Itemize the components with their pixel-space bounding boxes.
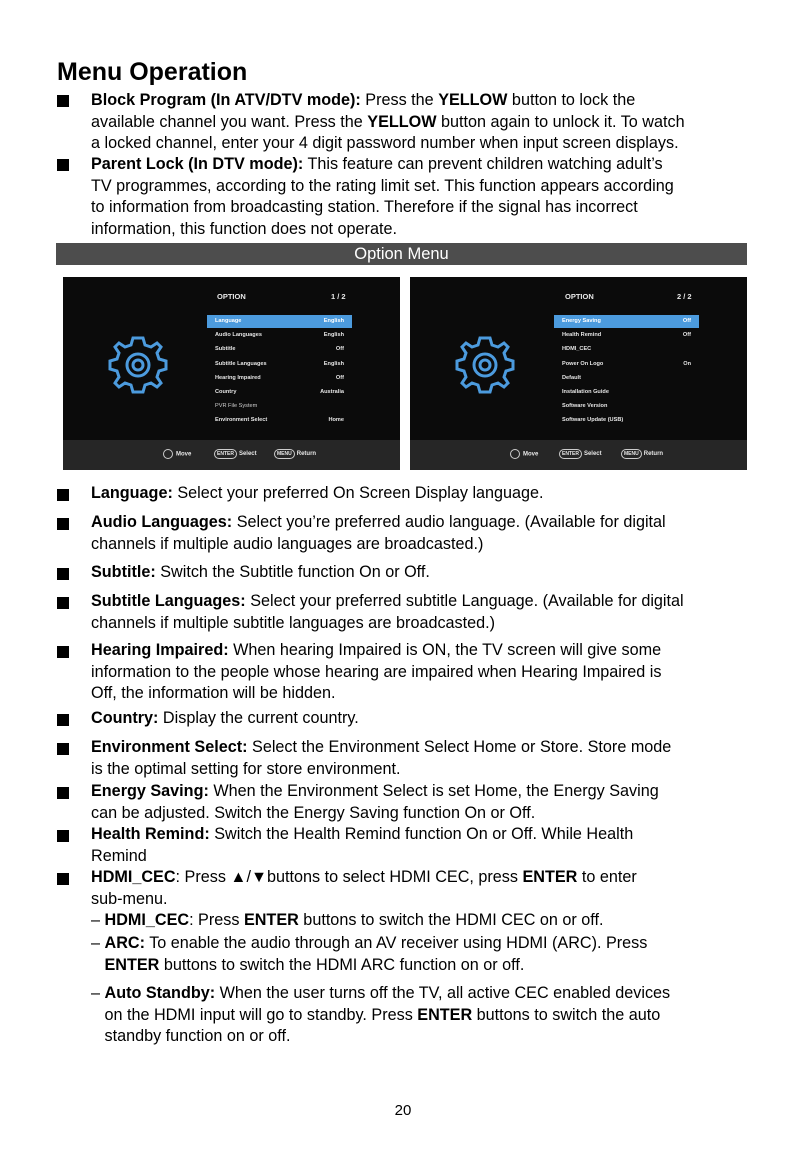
text-segment: to enter [577, 868, 637, 886]
bullet-square [57, 518, 69, 530]
text-line [91, 613, 495, 635]
menu-item-value: Home [328, 417, 344, 424]
text-segment: on the HDMI input will go to standby. Press [91, 1005, 418, 1024]
text-segment: Block Program (In ATV/DTV mode): [91, 91, 361, 109]
menu-item-value: English [323, 318, 344, 324]
text-segment: When the user turns off the TV, all active CEC enabled devices [215, 984, 671, 1002]
text-segment: Display the current country. [158, 709, 359, 727]
text-line [91, 983, 670, 1005]
menu-item[interactable] [554, 400, 699, 413]
text-segment: sub-menu. [91, 889, 168, 908]
menu-item-value: Australia [320, 389, 344, 395]
text-segment: Audio Languages: [91, 513, 233, 531]
menu-item-value: On [683, 360, 691, 367]
text-segment: a locked channel, enter your 4 digit password number when input screen displays. [91, 134, 679, 152]
bullet-square [57, 489, 69, 501]
text-segment: To enable the audio through an AV receiver using HDMI (ARC). Press [144, 934, 648, 952]
text-segment: buttons to switch the HDMI ARC function on or off. [159, 955, 525, 974]
text-line [91, 759, 401, 781]
text-segment: When the Environment Select is set Home, the Energy Saving [208, 782, 659, 800]
text-segment: : Press [189, 911, 244, 929]
bullet-square [57, 95, 69, 107]
menu-item-label: Installation Guide [562, 389, 609, 395]
enter-key-icon: ENTER [214, 449, 237, 459]
text-segment: ▲ [230, 868, 247, 886]
text-segment: Subtitle Languages: [91, 592, 246, 610]
text-segment: button to lock the [507, 91, 636, 109]
option-menu-banner: Option Menu [56, 243, 747, 265]
text-segment: Auto Standby: [104, 984, 216, 1002]
text-segment: ▼ [250, 868, 267, 886]
text-line [91, 889, 167, 911]
text-segment: Select your preferred subtitle Language. (Available for digital [245, 592, 684, 610]
menu-item-label: Audio Languages [215, 332, 262, 339]
text-segment: Select your preferred On Screen Display language. [172, 484, 544, 502]
text-line [91, 133, 679, 155]
text-segment: Hearing Impaired: [91, 641, 229, 659]
move-hint: Move [510, 449, 538, 459]
menu-item[interactable] [554, 386, 699, 399]
option-screen-page-1 [63, 277, 400, 470]
text-line [91, 781, 659, 803]
text-line [91, 867, 637, 889]
text-segment: YELLOW [438, 91, 508, 109]
text-line [91, 955, 524, 977]
text-segment: Switch the Health Remind function On or Off. While Health [209, 825, 634, 843]
text-line [91, 662, 661, 684]
text-segment: Press the [360, 91, 439, 109]
menu-item-value: Off [335, 346, 344, 353]
bullet-square [57, 714, 69, 726]
menu-item-label: Software Version [562, 403, 608, 410]
text-line [91, 112, 685, 134]
text-line [91, 737, 671, 759]
menu-item-value: Off [335, 374, 344, 381]
menu-item[interactable] [554, 414, 699, 427]
text-segment: Environment Select: [91, 738, 248, 756]
text-segment: ENTER [522, 868, 578, 886]
text-segment: buttons to select HDMI CEC, press [266, 868, 523, 886]
text-segment: Country: [91, 709, 159, 727]
bullet-square [57, 568, 69, 580]
text-segment: – [91, 934, 105, 952]
text-line [91, 562, 430, 584]
return-hint: MENU Return [621, 449, 663, 459]
menu-item[interactable] [554, 358, 699, 371]
text-segment: Off, the information will be hidden. [91, 684, 336, 702]
select-hint: ENTER Select [559, 449, 602, 459]
menu-item-value: English [323, 332, 344, 339]
text-line [91, 512, 666, 534]
bullet-square [57, 787, 69, 799]
text-segment: Select the Environment Select Home or Store. Store mode [247, 738, 672, 756]
text-line [91, 197, 638, 219]
menu-item[interactable] [207, 400, 352, 413]
text-segment: – [91, 911, 105, 929]
text-segment: to information from broadcasting station. Therefore if the signal has incorrect [91, 198, 638, 216]
text-segment: TV programmes, according to the rating limit set. This function appears according [91, 176, 674, 195]
text-line [91, 176, 674, 198]
bullet-square [57, 646, 69, 658]
bullet-square [57, 873, 69, 885]
menu-item-label: HDMI_CEC [562, 346, 592, 353]
menu-page-indicator: 1 / 2 [331, 292, 346, 301]
move-icon [510, 449, 520, 459]
bullet-square [57, 597, 69, 609]
menu-item-label: Health Remind [562, 332, 602, 339]
menu-item[interactable] [207, 414, 352, 427]
text-line [91, 534, 483, 556]
menu-item[interactable] [554, 315, 699, 328]
text-segment: Remind [91, 846, 147, 865]
text-line [91, 90, 635, 112]
page-number: 20 [394, 1102, 412, 1119]
menu-item[interactable] [207, 315, 352, 328]
text-segment: Parent Lock (In DTV mode): [91, 155, 304, 173]
menu-item[interactable] [554, 329, 699, 342]
text-segment: – [91, 984, 105, 1002]
return-hint: MENU Return [274, 449, 316, 459]
menu-item-label: Energy Saving [562, 318, 601, 324]
text-segment: Language: [91, 484, 173, 502]
text-line [91, 1005, 660, 1027]
text-segment: / [246, 868, 251, 886]
menu-item-label: Subtitle [215, 346, 236, 353]
text-segment: Energy Saving: [91, 782, 209, 800]
text-segment: ENTER [417, 1005, 473, 1024]
text-segment: Health Remind: [91, 825, 210, 843]
text-segment: standby function on or off. [91, 1027, 291, 1045]
gear-icon [452, 332, 518, 398]
select-hint: ENTER Select [214, 449, 257, 459]
text-segment: HDMI_CEC [91, 868, 176, 886]
text-line [91, 219, 397, 241]
move-icon [163, 449, 173, 459]
text-segment [91, 956, 105, 974]
text-segment: channels if multiple subtitle languages are broadcasted.) [91, 613, 496, 632]
menu-item-label: Environment Select [215, 417, 268, 424]
text-line [91, 483, 544, 505]
menu-page-indicator: 2 / 2 [677, 292, 692, 301]
menu-item-label: Country [215, 389, 237, 395]
text-segment: : Press [175, 868, 231, 886]
text-segment: Switch the Subtitle function On or Off. [155, 563, 430, 581]
menu-item[interactable] [207, 372, 352, 385]
text-segment: is the optimal setting for store environment. [91, 759, 401, 778]
menu-item-label: Power On Logo [562, 360, 604, 367]
menu-item[interactable] [554, 372, 699, 385]
text-segment: buttons to switch the auto [472, 1005, 661, 1024]
text-segment: When hearing Impaired is ON, the TV screen will give some [228, 641, 662, 659]
menu-item-label: Hearing Impaired [215, 374, 261, 381]
move-hint: Move [163, 449, 191, 459]
text-segment: ENTER [104, 955, 160, 974]
text-line [91, 933, 647, 955]
text-segment: information, this function does not operate. [91, 219, 397, 238]
bullet-square [57, 159, 69, 171]
text-segment: HDMI_CEC [104, 911, 190, 929]
enter-key-icon: ENTER [559, 449, 582, 459]
menu-item-label: Language [215, 318, 242, 324]
text-segment: Subtitle: [91, 563, 156, 581]
menu-title: OPTION [565, 292, 594, 301]
menu-item-label: Subtitle Languages [215, 360, 267, 367]
bullet-square [57, 830, 69, 842]
menu-item[interactable] [554, 343, 699, 356]
text-segment: ENTER [243, 911, 299, 929]
menu-item-label: Default [562, 374, 581, 381]
text-line [91, 683, 335, 705]
text-line [91, 910, 604, 932]
menu-key-icon: MENU [621, 449, 642, 459]
menu-item[interactable] [207, 329, 352, 342]
menu-title: OPTION [217, 292, 246, 301]
text-line [91, 154, 663, 176]
text-segment: Select you’re preferred audio language. (Available for digital [232, 513, 666, 531]
menu-item-value: Off [682, 332, 691, 339]
menu-key-icon: MENU [274, 449, 295, 459]
text-segment: can be adjusted. Switch the Energy Saving function On or Off. [91, 803, 536, 822]
page-title: Menu Operation [57, 58, 248, 86]
text-segment: available channel you want. Press the [91, 112, 368, 131]
menu-item-label: Software Update (USB) [562, 417, 624, 424]
text-line [91, 803, 535, 825]
text-segment: YELLOW [367, 112, 437, 131]
text-line [91, 846, 147, 868]
menu-item[interactable] [207, 343, 352, 356]
text-segment: channels if multiple audio languages are broadcasted.) [91, 534, 484, 553]
text-line [91, 640, 661, 662]
text-segment: buttons to switch the HDMI CEC on or off. [298, 911, 604, 929]
text-line [91, 591, 684, 613]
option-screen-page-2 [410, 277, 747, 470]
text-segment: information to the people whose hearing are impaired when Hearing Impaired is [91, 662, 662, 681]
text-line [91, 1026, 290, 1048]
bullet-square [57, 743, 69, 755]
text-segment: button again to unlock it. To watch [436, 112, 685, 131]
menu-item-value: English [323, 360, 344, 367]
text-line [91, 708, 359, 730]
menu-item[interactable] [207, 358, 352, 371]
text-segment: ARC: [104, 934, 145, 952]
gear-icon [105, 332, 171, 398]
text-segment: This feature can prevent children watching adult’s [303, 155, 663, 173]
menu-item[interactable] [207, 386, 352, 399]
menu-item-label: PVR File System [215, 403, 258, 410]
text-line [91, 824, 633, 846]
menu-item-value: Off [682, 318, 691, 324]
